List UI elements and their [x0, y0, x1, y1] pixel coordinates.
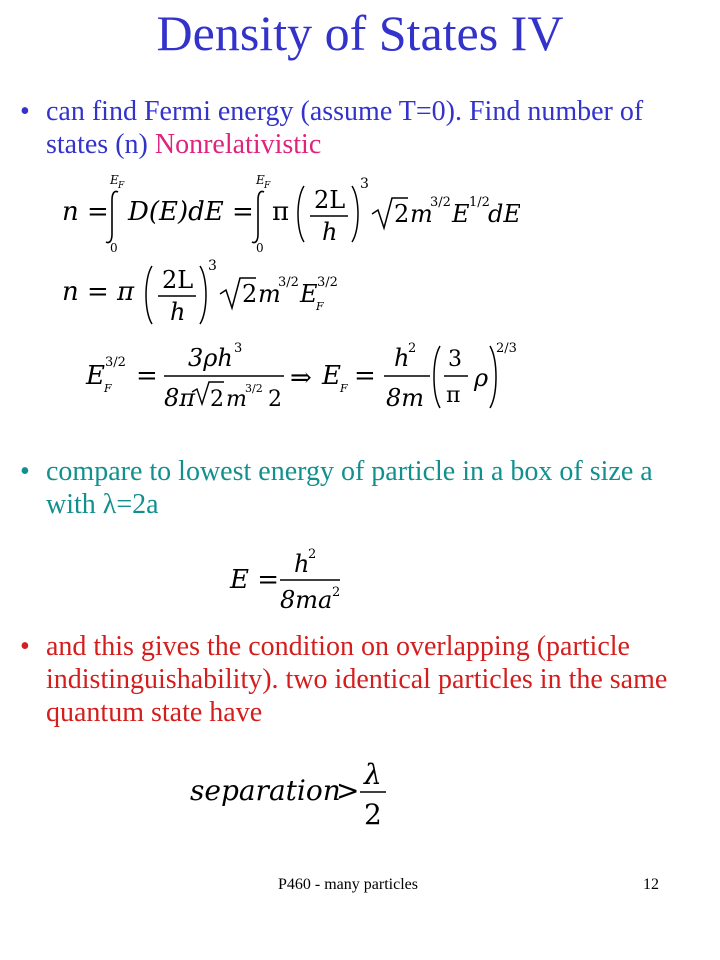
- bullet-3-text: and this gives the condition on overlapping (particle indistinguishability). two identical particles in the same quantum state have: [46, 631, 668, 728]
- eq5-num: λ: [364, 758, 382, 791]
- eq4-num: h: [294, 550, 310, 578]
- eq3-paren-num: 3: [448, 347, 462, 372]
- bullet-1-accent: Nonrelativistic: [154, 129, 322, 160]
- eq2-lhs: n = π: [62, 277, 135, 307]
- eq2-left-paren: [146, 266, 152, 324]
- bullet-2-text: compare to lowest energy of particle in a box of size a with λ=2a: [46, 456, 653, 520]
- eq2-m: m: [258, 280, 281, 308]
- bullet-marker: •: [20, 96, 30, 127]
- eq1-left-paren: [298, 186, 304, 242]
- slide-title: Density of States IV: [156, 5, 564, 61]
- eq1-int1-body: D(E)dE =: [128, 197, 254, 227]
- eq4-num-exp: 2: [308, 547, 317, 562]
- bullet-marker: •: [20, 456, 30, 487]
- bullet-1-text: [46, 95, 700, 161]
- eq4-lhs: E =: [230, 565, 280, 595]
- eq1-m-exp: 3/2: [430, 195, 451, 210]
- eq3-den-sqrt: 2: [210, 387, 224, 412]
- eq5-lhs: separation: [190, 774, 341, 807]
- eq2-e-sub: F: [316, 300, 324, 313]
- eq3-rhs-num: h: [394, 344, 410, 372]
- eq3-arrow: ⇒: [290, 363, 312, 393]
- eq1-de: dE: [488, 200, 520, 228]
- eq3-rhs-num-exp: 2: [408, 341, 417, 356]
- eq1-int2-lower: 0: [256, 241, 264, 252]
- eq3-num: 3ρh: [188, 344, 233, 372]
- footer-course: P460 - many particles: [278, 876, 418, 893]
- eq1-pi: π: [272, 197, 290, 227]
- eq3-den-b: 2: [268, 387, 282, 412]
- eq1-right-paren: [352, 186, 358, 242]
- eq3-eq-sign: =: [136, 361, 158, 391]
- eq3-lhs-e: E: [86, 361, 105, 391]
- equation-separation-condition: [190, 756, 410, 837]
- eq2-right-paren: [200, 266, 206, 324]
- eq1-exp3: 3: [360, 176, 369, 192]
- eq3-num-exp: 3: [234, 341, 243, 356]
- bullet-marker: •: [20, 631, 30, 662]
- eq3-rhs-den: 8m: [386, 384, 425, 412]
- equation-number-of-states: [60, 256, 360, 335]
- footer-page-number: 12: [643, 876, 659, 893]
- bullet-1-main: can find Fermi energy (assume T=0). Find number of states (n): [46, 96, 644, 160]
- eq2-exp3: 3: [208, 258, 217, 274]
- bullet-1: [20, 95, 700, 161]
- equation-4-svg: [228, 546, 358, 618]
- eq1-e: E: [452, 200, 470, 228]
- eq3-den-a: 8π: [164, 384, 196, 412]
- eq1-frac-num: 2L: [314, 186, 346, 214]
- eq2-e-exp: 3/2: [317, 275, 338, 290]
- eq1-int2-upper-sub: F: [264, 181, 271, 191]
- eq2-sqrt-arg: 2: [242, 280, 258, 308]
- equation-number-of-states-integral: [60, 172, 520, 257]
- equation-3-svg: [84, 338, 524, 416]
- eq1-sqrt-arg: 2: [394, 200, 410, 228]
- eq3-rhs-eq: =: [354, 361, 376, 391]
- eq2-m-exp: 3/2: [278, 275, 299, 290]
- eq4-den-exp: 2: [332, 585, 341, 600]
- eq3-rho: ρ: [474, 364, 489, 392]
- eq1-integral-sign-2: [252, 191, 264, 242]
- eq3-rhs-sub: F: [340, 382, 348, 395]
- eq3-rhs-e: E: [322, 361, 341, 391]
- eq2-frac-den: h: [170, 298, 186, 326]
- bullet-2: [20, 455, 700, 521]
- eq2-e: E: [300, 280, 318, 308]
- eq1-frac-den: h: [322, 218, 338, 246]
- eq1-int2-upper: E: [256, 173, 265, 187]
- bullet-3: [20, 630, 700, 729]
- eq5-den: 2: [364, 798, 382, 831]
- eq1-e-exp: 1/2: [469, 195, 490, 210]
- eq3-left-paren: [434, 346, 440, 408]
- eq4-den: 8ma: [280, 586, 333, 614]
- eq5-gt: >: [336, 774, 360, 807]
- eq3-den-m-exp: 3/2: [245, 382, 263, 395]
- equation-2-svg: [60, 256, 360, 330]
- eq3-paren-den: π: [446, 383, 461, 408]
- eq1-int1-upper-sub: F: [118, 181, 125, 191]
- eq1-lhs: n =: [62, 197, 109, 227]
- equation-1-svg: [60, 172, 520, 252]
- eq2-frac-num: 2L: [162, 266, 194, 294]
- eq3-rhs-exp: 2/3: [496, 341, 517, 356]
- eq3-den-m: m: [226, 387, 247, 412]
- eq3-lhs-exp: 3/2: [105, 355, 126, 370]
- eq1-int1-lower: 0: [110, 241, 118, 252]
- equation-lowest-energy: [228, 546, 358, 623]
- eq3-lhs-sub: F: [104, 382, 112, 395]
- eq1-int1-upper: E: [110, 173, 119, 187]
- eq1-m: m: [410, 200, 433, 228]
- equation-5-svg: [190, 756, 410, 832]
- equation-fermi-energy: [84, 338, 524, 421]
